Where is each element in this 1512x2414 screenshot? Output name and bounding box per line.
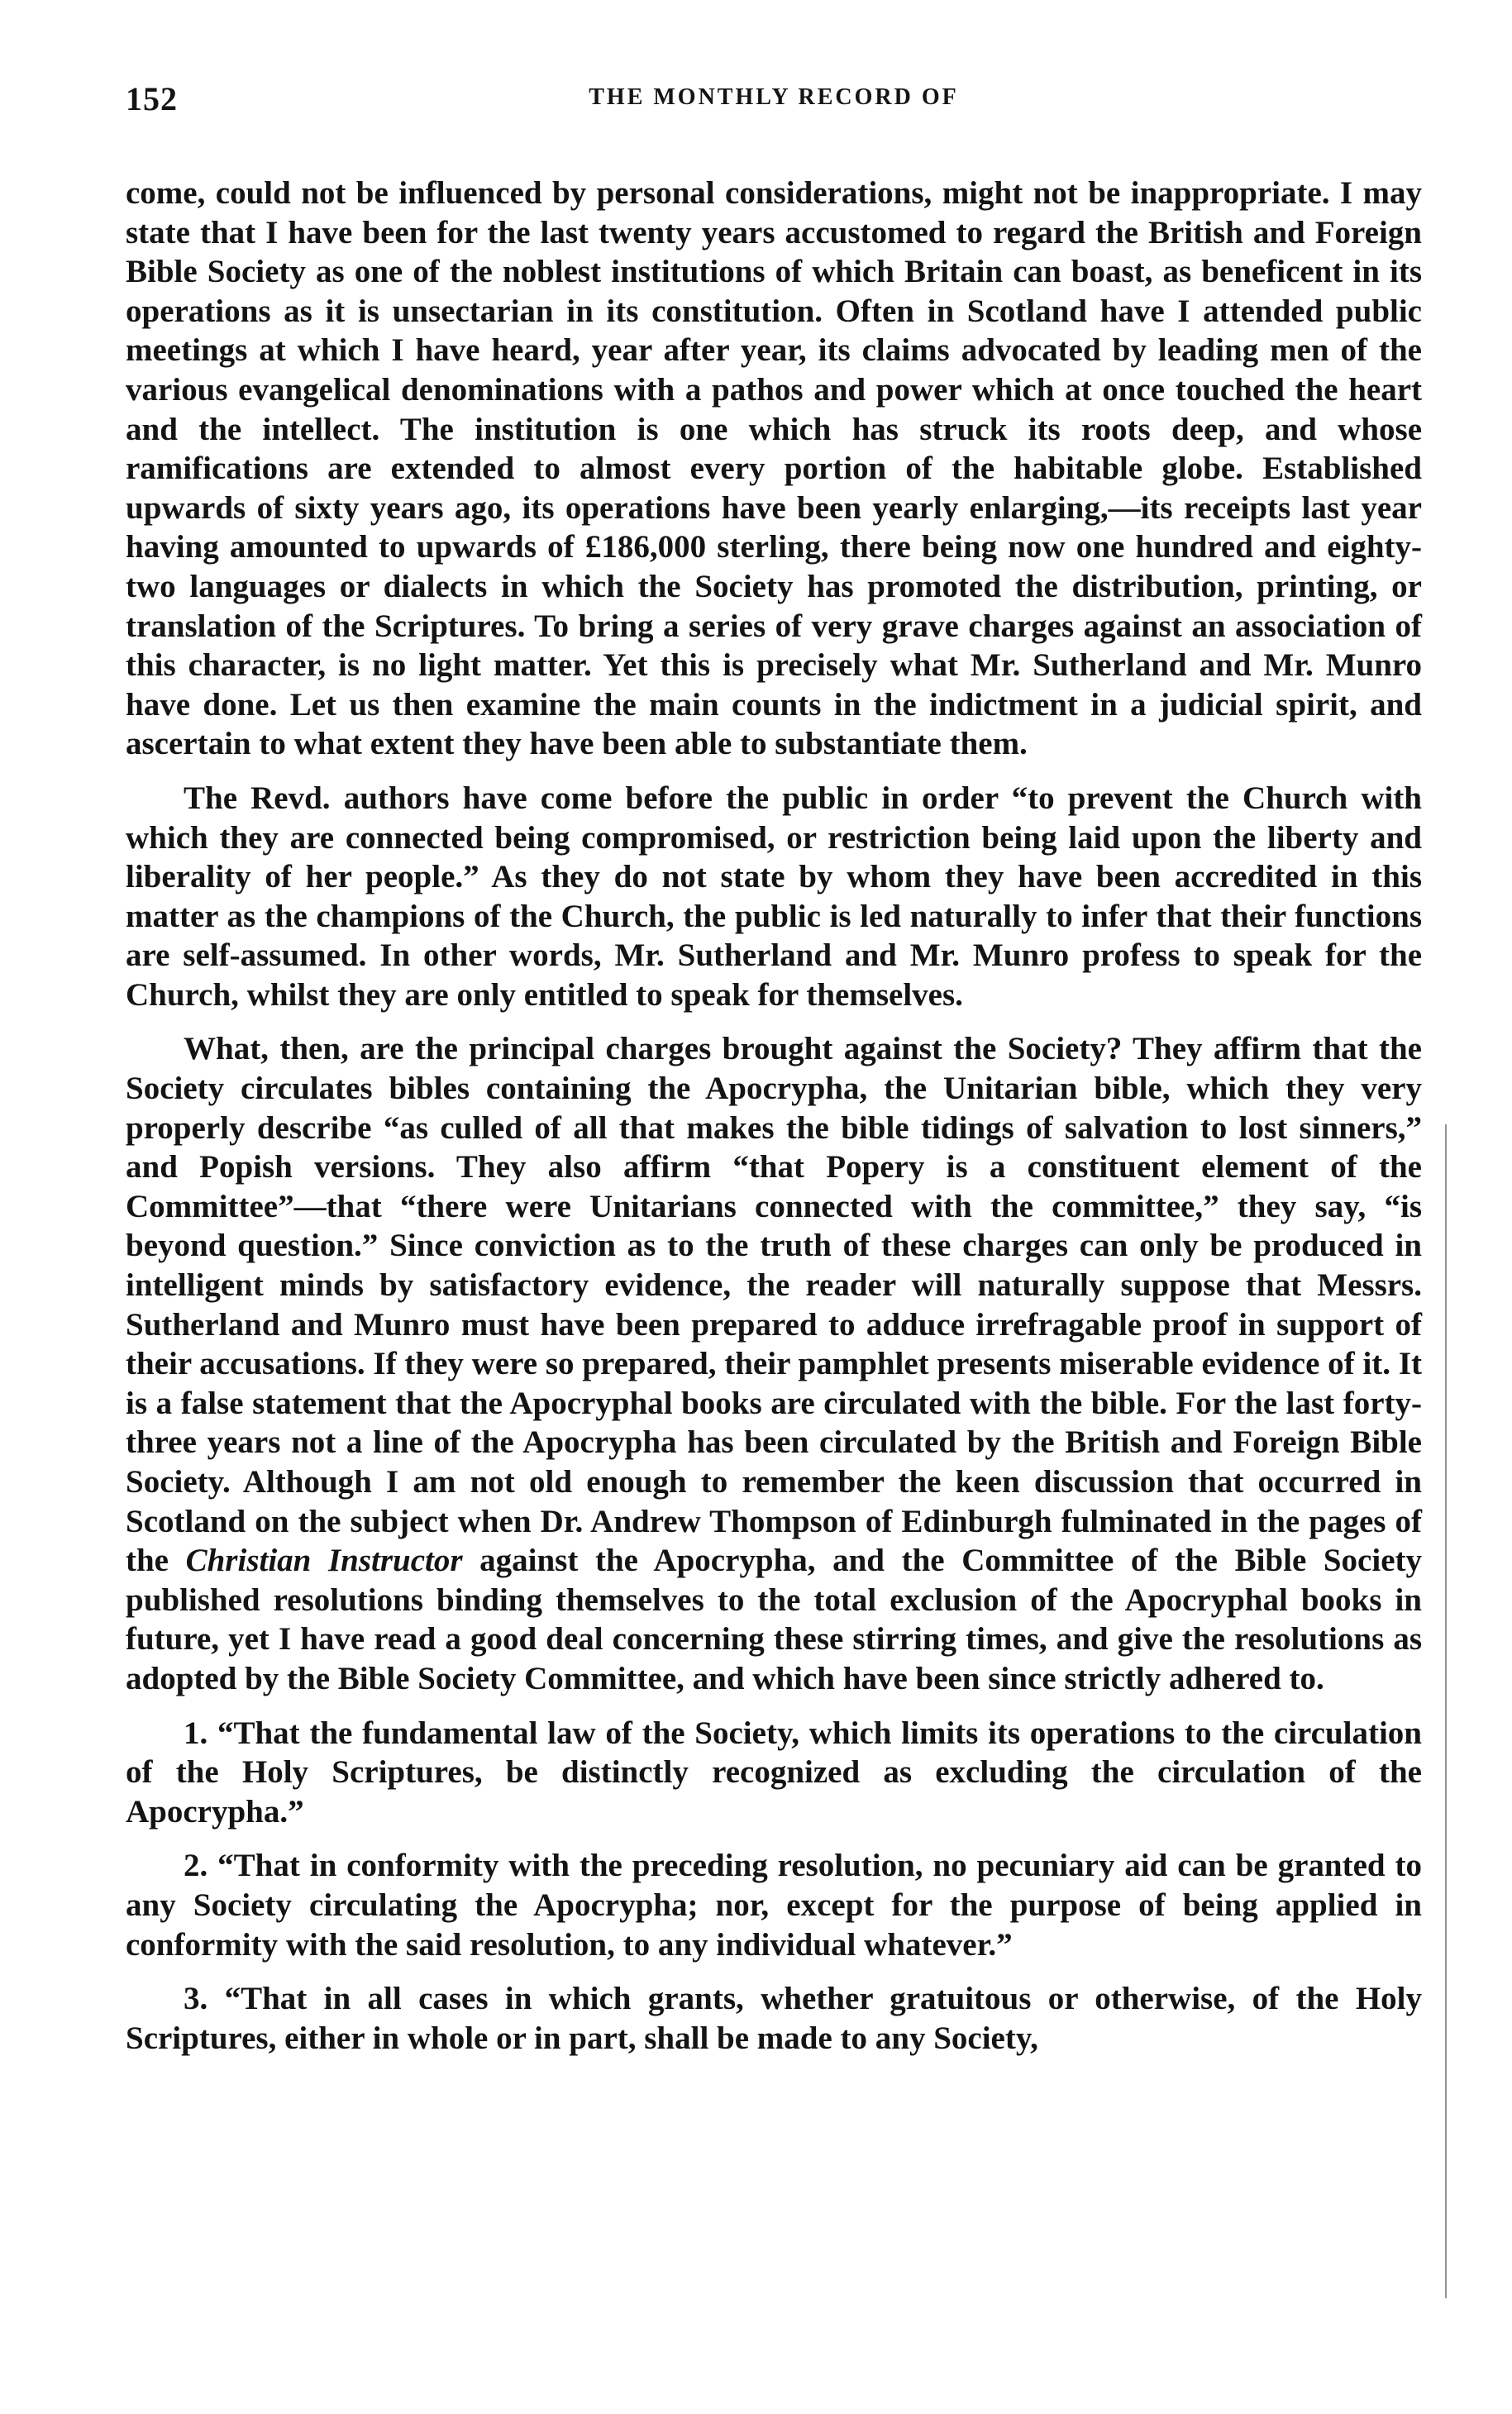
resolution-1: 1. “That the fundamental law of the Society, which limits its operations to the circulation of the Holy Scriptures, be distinctly recognized as excluding the circulation of the Apocrypha.” [126, 1715, 1422, 1830]
paragraph-text-part: against the Apocrypha, and the Committee of the Bible Society published resolutions binding themselves to the total exclusion of the Apocryphal books in future, yet I have read a good deal concerning these stirring times, and give the resolutions as adopted by the Bible Society Committee, and which have been since strictly adhered to. [126, 1543, 1422, 1696]
resolution-3: 3. “That in all cases in which grants, whether gratuitous or otherwise, of the Holy Scriptures, either in whole or in part, shall be made to any Society, [126, 1981, 1422, 2056]
page-number: 152 [126, 80, 178, 117]
document-page [126, 79, 1422, 2073]
paragraph-text-part: What, then, are the principal charges brought against the Society? They affirm that the Society circulates bibles containing the Apocrypha, the Unitarian bible, which they very properly describe “as culled of all that makes the bible tidings of salvation to lost sinners,” and Popish versions. They also affirm “that Popery is a constituent element of the Committee”—that “there were Unitarians connected with the committee,” they say, “is beyond question.” Since conviction as to the truth of these charges can only be produced in intelligent minds by satisfactory evidence, the reader will naturally suppose that Messrs. Sutherland and Munro must have been prepared to adduce irrefragable proof in support of their accusations. If they were so prepared, their pamphlet presents miserable evidence of it. It is a false statement that the Apocryphal books are circulated with the bible. For the last forty-three years not a line of the Apocrypha has been circulated by the British and Foreign Bible Society. Although I am not old enough to remember the keen discussion that occurred in Scotland on the subject when Dr. Andrew Thompson of Edinburgh fulminated in the pages of the [126, 1031, 1422, 1579]
resolution-2: 2. “That in conformity with the preceding resolution, no pecuniary aid can be granted to any Society circulating the Apocrypha; nor, except for the purpose of being applied in conformity with the said resolution, to any individual whatever.” [126, 1848, 1422, 1963]
running-header [126, 79, 1422, 137]
paragraph-continuation: come, could not be influenced by personal considerations, might not be inappropriate. I may state that I have been for the last twenty years accustomed to regard the British and Foreign Bible Society as one of the noblest institutions of which Britain can boast, as beneficent in its operations as it is unsectarian in its constitution. Often in Scotland have I attended public meetings at which I have heard, year after year, its claims advocated by leading men of the various evangelical denominations with a pathos and power which at once touched the heart and the intellect. The institution is one which has struck its roots deep, and whose ramifications are extended to almost every portion of the habitable globe. Established upwards of sixty years ago, its operations have been yearly enlarging,—its receipts last year having amounted to upwards of £186,000 sterling, there being now one hundred and eighty-two languages or dialects in which the Society has promoted the distribution, printing, or translation of the Scriptures. To bring a series of very grave charges against an association of this character, is no light matter. Yet this is precisely what Mr. Sutherland and Mr. Munro have done. Let us then examine the main counts in the indictment in a judicial spirit, and ascertain to what extent they have been able to substantiate them. [126, 175, 1422, 762]
paragraph-principal-charges [126, 1029, 1422, 1698]
body-text [126, 174, 1422, 2058]
italic-title: Christian Instructor [185, 1543, 463, 1579]
margin-rule [1445, 1124, 1447, 2298]
paragraph-revd-authors: The Revd. authors have come before the public in order “to prevent the Church with which they are connected being compromised, or restriction being laid upon the liberty and liberality of her people.” As they do not state by whom they have been accredited in this matter as the champions of the Church, the public is led naturally to infer that their functions are self-assumed. In other words, Mr. Sutherland and Mr. Munro profess to speak for the Church, whilst they are only entitled to speak for themselves. [126, 780, 1422, 1013]
running-title: THE MONTHLY RECORD OF [589, 84, 959, 110]
